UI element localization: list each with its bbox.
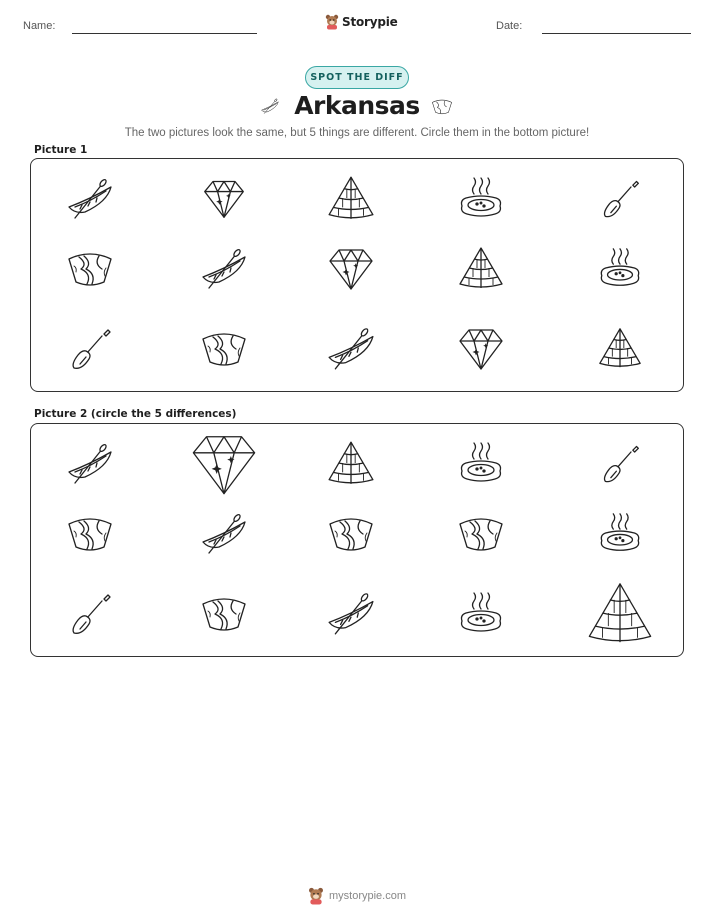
- diamond-icon: [457, 324, 505, 372]
- river-valley-icon: [66, 244, 114, 292]
- picture-2-panel[interactable]: [30, 423, 684, 657]
- river-valley-icon[interactable]: [457, 509, 505, 557]
- pyramid-icon: [326, 173, 376, 223]
- date-label: Date:: [496, 20, 523, 32]
- river-valley-icon: [426, 95, 458, 117]
- river-valley-icon[interactable]: [66, 509, 114, 557]
- diamond-icon: [202, 176, 246, 220]
- river-valley-icon: [200, 324, 248, 372]
- river-valley-icon[interactable]: [200, 589, 248, 637]
- diamond-icon[interactable]: [189, 428, 259, 498]
- hot-spring-icon[interactable]: [457, 589, 505, 637]
- date-line[interactable]: [542, 33, 691, 34]
- canoe-icon[interactable]: [200, 509, 248, 557]
- picture-1-panel: [30, 158, 684, 392]
- canoe-icon: [326, 323, 376, 373]
- bear-icon: [308, 887, 324, 905]
- name-label: Name:: [23, 20, 56, 32]
- footer: [0, 887, 714, 905]
- paddle-icon: [598, 176, 642, 220]
- hot-spring-icon: [457, 174, 505, 222]
- brand-logo: [325, 14, 398, 30]
- page-title: Arkansas: [294, 91, 420, 120]
- hot-spring-icon: [597, 245, 643, 291]
- canoe-icon: [200, 244, 248, 292]
- pyramid-icon: [457, 244, 505, 292]
- paddle-icon[interactable]: [598, 441, 642, 485]
- spot-the-diff-badge: SPOT THE DIFF: [305, 66, 409, 89]
- name-line[interactable]: [72, 33, 257, 34]
- paddle-icon: [66, 324, 114, 372]
- canoe-icon[interactable]: [326, 588, 376, 638]
- brand-name: Storypie: [342, 15, 398, 29]
- picture-2-label: Picture 2 (circle the 5 differences): [34, 408, 237, 420]
- diamond-icon: [327, 244, 375, 292]
- pyramid-icon[interactable]: [585, 578, 655, 648]
- pyramid-icon[interactable]: [326, 438, 376, 488]
- pyramid-icon: [597, 325, 643, 371]
- hot-spring-icon[interactable]: [457, 439, 505, 487]
- instructions: The two pictures look the same, but 5 things are different. Circle them in the bottom picture!: [124, 127, 590, 139]
- hot-spring-icon[interactable]: [597, 510, 643, 556]
- paddle-icon[interactable]: [66, 589, 114, 637]
- canoe-icon: [66, 174, 114, 222]
- river-valley-icon[interactable]: [327, 509, 375, 557]
- footer-url[interactable]: mystorypie.com: [328, 890, 407, 902]
- bear-icon: [325, 14, 339, 30]
- picture-1-label: Picture 1: [34, 144, 88, 156]
- canoe-icon[interactable]: [66, 439, 114, 487]
